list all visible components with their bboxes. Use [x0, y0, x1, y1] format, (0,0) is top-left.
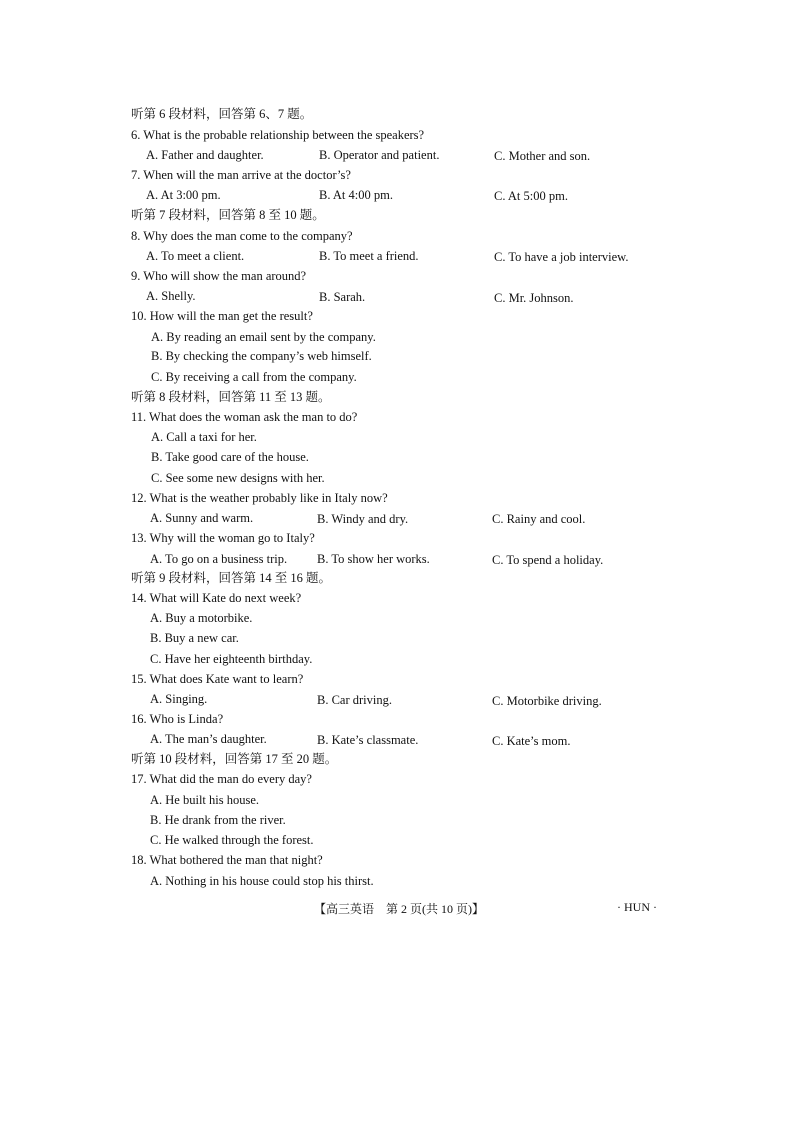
- section-heading: 听第 7 段材料，回答第 8 至 10 题。: [131, 208, 325, 222]
- option-b: B. Sarah.: [319, 290, 366, 304]
- option-a: A. Singing.: [150, 692, 208, 706]
- option-a: A. By reading an email sent by the company.: [151, 330, 376, 344]
- option-c: C. Mother and son.: [494, 149, 591, 163]
- option-a: A. Call a taxi for her.: [151, 430, 257, 444]
- option-c: C. Mr. Johnson.: [494, 291, 574, 305]
- option-a: A. The man’s daughter.: [150, 732, 267, 746]
- section-heading: 听第 9 段材料，回答第 14 至 16 题。: [131, 571, 332, 585]
- option-b: B. Kate’s classmate.: [317, 733, 419, 747]
- option-b: B. Operator and patient.: [319, 148, 440, 162]
- question-stem: 13. Why will the woman go to Italy?: [131, 531, 315, 545]
- question-stem: 15. What does Kate want to learn?: [131, 672, 304, 686]
- option-b: B. To show her works.: [317, 552, 430, 566]
- option-c: C. He walked through the forest.: [150, 833, 314, 847]
- option-b: B. He drank from the river.: [150, 813, 286, 827]
- option-c: C. Have her eighteenth birthday.: [150, 652, 313, 666]
- option-c: C. Rainy and cool.: [492, 512, 586, 526]
- option-a: A. Buy a motorbike.: [150, 611, 253, 625]
- option-b: B. Buy a new car.: [150, 631, 239, 645]
- section-heading: 听第 8 段材料，回答第 11 至 13 题。: [131, 390, 331, 404]
- question-stem: 18. What bothered the man that night?: [131, 853, 323, 867]
- option-b: B. Take good care of the house.: [151, 450, 309, 464]
- question-stem: 6. What is the probable relationship between the speakers?: [131, 128, 425, 142]
- option-c: C. To have a job interview.: [494, 250, 629, 264]
- option-c: C. To spend a holiday.: [492, 553, 604, 567]
- option-b: B. At 4:00 pm.: [319, 188, 393, 202]
- option-c: C. At 5:00 pm.: [494, 189, 568, 203]
- option-c: C. Motorbike driving.: [492, 694, 602, 708]
- question-stem: 10. How will the man get the result?: [131, 309, 313, 323]
- question-stem: 16. Who is Linda?: [131, 712, 224, 726]
- option-a: A. To meet a client.: [146, 249, 245, 263]
- option-a: A. Shelly.: [146, 289, 196, 303]
- question-stem: 17. What did the man do every day?: [131, 772, 312, 786]
- option-c: C. See some new designs with her.: [151, 471, 325, 485]
- question-stem: 11. What does the woman ask the man to do?: [131, 410, 358, 424]
- option-a: A. At 3:00 pm.: [146, 188, 221, 202]
- section-heading: 听第 6 段材料，回答第 6、7 题。: [131, 107, 313, 121]
- option-a: A. Nothing in his house could stop his thirst.: [150, 874, 374, 888]
- page-footer-label: 【高三英语 第 2 页(共 10 页)】: [314, 902, 484, 916]
- option-c: C. Kate’s mom.: [492, 734, 571, 748]
- question-stem: 14. What will Kate do next week?: [131, 591, 302, 605]
- option-b: B. Windy and dry.: [317, 512, 409, 526]
- option-a: A. He built his house.: [150, 793, 260, 807]
- option-b: B. By checking the company’s web himself.: [151, 349, 372, 363]
- question-stem: 12. What is the weather probably like in Italy now?: [131, 491, 388, 505]
- option-a: A. Sunny and warm.: [150, 511, 254, 525]
- option-a: A. To go on a business trip.: [150, 552, 288, 566]
- question-stem: 8. Why does the man come to the company?: [131, 229, 353, 243]
- option-a: A. Father and daughter.: [146, 148, 264, 162]
- section-heading: 听第 10 段材料，回答第 17 至 20 题。: [131, 752, 338, 766]
- option-c: C. By receiving a call from the company.: [151, 370, 357, 384]
- page-footer-code: · HUN ·: [617, 900, 657, 914]
- question-stem: 7. When will the man arrive at the doctor’s?: [131, 168, 351, 182]
- option-b: B. Car driving.: [317, 693, 392, 707]
- question-stem: 9. Who will show the man around?: [131, 269, 307, 283]
- option-b: B. To meet a friend.: [319, 249, 419, 263]
